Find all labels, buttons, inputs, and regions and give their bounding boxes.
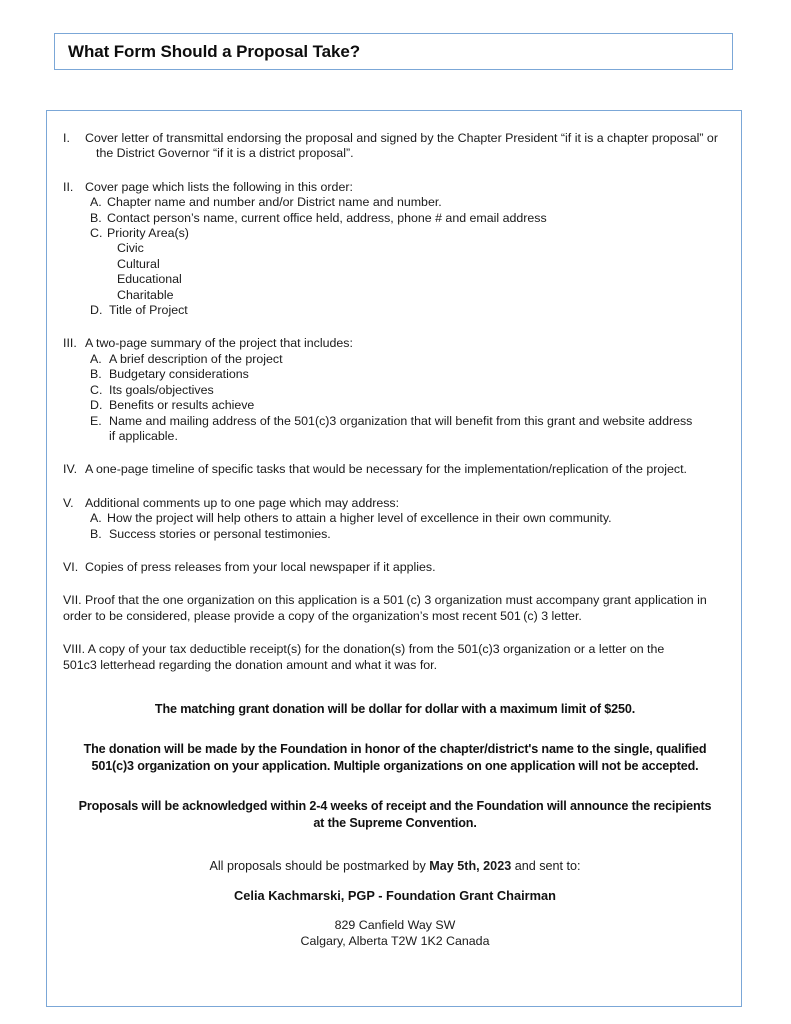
list-heading-ii: Cover page which lists the following in this order:: [85, 179, 353, 194]
list-text-iii-c: Its goals/objectives: [109, 382, 214, 397]
list-text-ii: [85, 180, 727, 195]
priority-area-educational: Educational: [117, 272, 182, 287]
list-text-iii-e: [109, 414, 727, 445]
list-text-iii-d: Benefits or results achieve: [109, 398, 255, 413]
list-text-iii-e-line2: if applicable.: [109, 428, 178, 443]
postmark-date: May 5th, 2023: [429, 858, 512, 873]
list-letter-ii-b: B.: [90, 210, 102, 225]
list-numeral-iii: III.: [63, 336, 77, 351]
list-text-i: [85, 131, 727, 162]
list-numeral-v: V.: [63, 495, 74, 510]
list-numeral-vi: VI.: [63, 559, 79, 574]
page-title: What Form Should a Proposal Take?: [68, 41, 361, 61]
list-text-i-line2: the District Governor “if it is a district proposal”.: [96, 146, 354, 161]
list-text-ii-c: Priority Area(s): [107, 226, 189, 241]
list-text-iv: A one-page timeline of specific tasks that would be necessary for the implementation/replication of the project.: [85, 462, 687, 477]
list-heading-v: Additional comments up to one page which may address:: [85, 495, 400, 510]
grant-chairman-name: Celia Kachmarski, PGP - Foundation Grant Chairman: [234, 887, 556, 903]
list-text-viii-line1: VIII. A copy of your tax deductible receipt(s) for the donation(s) from the 501(c)3 organization or a letter on the: [63, 642, 665, 657]
priority-area-charitable: Charitable: [117, 287, 174, 302]
notice-acknowledgement: [63, 798, 727, 832]
list-text-i-line1: Cover letter of transmittal endorsing the proposal and signed by the Chapter President “if it is a chapter proposal” or: [85, 131, 718, 145]
list-letter-iii-d: D.: [90, 398, 103, 413]
list-item-iii-d: [63, 398, 727, 413]
notice-donation-line1: The donation will be made by the Foundation in honor of the chapter/district's name to the single, qualified: [83, 741, 707, 756]
list-text-vii-line2: order to be considered, please provide a copy of the organization’s most recent 501 (c) 3 letter.: [63, 608, 582, 623]
list-letter-iii-a: A.: [90, 351, 102, 366]
content-panel: [46, 110, 742, 1007]
list-item-i: [63, 131, 727, 162]
list-item-ii-c: [63, 226, 727, 241]
list-item-ii-d: [63, 303, 727, 318]
content-body: [63, 131, 727, 949]
address-line-2: Calgary, Alberta T2W 1K2 Canada: [300, 933, 490, 948]
list-text-viii-line2: 501c3 letterhead regarding the donation amount and what it was for.: [63, 657, 438, 672]
postmark-suffix: and sent to:: [511, 858, 581, 873]
postmark-line: [63, 858, 727, 875]
notice-acknowledgement-line1: Proposals will be acknowledged within 2-4 weeks of receipt and the Foundation will announce the recipients: [78, 798, 712, 813]
list-letter-iii-c: C.: [90, 382, 103, 397]
list-letter-ii-d: D.: [90, 303, 103, 318]
notice-acknowledgement-line2: at the Supreme Convention.: [313, 815, 477, 830]
list-text-ii-b: Contact person’s name, current office held, address, phone # and email address: [107, 210, 547, 225]
list-heading-iii: A two-page summary of the project that includes:: [85, 336, 353, 351]
list-letter-iii-b: B.: [90, 367, 102, 382]
list-text-iii-e-line1: Name and mailing address of the 501(c)3 organization that will benefit from this grant and website address: [109, 413, 693, 428]
list-item-viii: [63, 642, 727, 673]
list-text-vi: Copies of press releases from your local newspaper if it applies.: [85, 559, 436, 574]
list-item-iii-a: [63, 352, 727, 367]
list-letter-ii-a: A.: [90, 195, 102, 210]
list-numeral-iv: IV.: [63, 462, 78, 477]
notice-donation: [63, 741, 727, 775]
list-text-vii-line1: VII. Proof that the one organization on this application is a 501 (c) 3 organization must accompany grant application in: [63, 593, 707, 608]
list-numeral-i: I.: [63, 131, 70, 145]
list-letter-ii-c: C.: [90, 226, 103, 241]
list-item-iii: [63, 336, 727, 351]
list-text-iii-b: Budgetary considerations: [109, 367, 249, 382]
list-text-iii-a: A brief description of the project: [109, 351, 283, 366]
list-letter-v-a: A.: [90, 511, 102, 526]
list-item-v: [63, 496, 727, 511]
list-item-iii-b: [63, 367, 727, 382]
list-text-ii-d: Title of Project: [109, 303, 188, 318]
notice-donation-line2: 501(c)3 organization on your application. Multiple organizations on one application will not be accepted.: [91, 758, 699, 773]
list-item-vii: [63, 593, 727, 624]
page-title-box: [54, 33, 733, 70]
list-item-iv: [63, 462, 727, 477]
list-item-ii-b: [63, 211, 727, 226]
address-line-1: 829 Canfield Way SW: [334, 917, 456, 932]
list-item-vi: [63, 560, 727, 575]
notice-matching-grant: The matching grant donation will be dollar for dollar with a maximum limit of $250.: [154, 701, 636, 716]
list-text-ii-a: Chapter name and number and/or District name and number.: [107, 195, 442, 210]
list-letter-iii-e: E.: [90, 413, 102, 428]
list-text-v-b: Success stories or personal testimonies.: [109, 526, 331, 541]
postmark-prefix: All proposals should be postmarked by: [209, 858, 430, 873]
list-text-v-a: How the project will help others to attain a higher level of excellence in their own community.: [107, 511, 612, 526]
list-item-v-b: [63, 527, 727, 542]
list-letter-v-b: B.: [90, 526, 102, 541]
list-item-iii-c: [63, 383, 727, 398]
list-item-ii-a: [63, 195, 727, 210]
priority-area-civic: Civic: [117, 241, 144, 256]
list-item-v-a: [63, 511, 727, 526]
list-numeral-ii: II.: [63, 179, 74, 194]
priority-area-cultural: Cultural: [117, 256, 160, 271]
list-item-ii: [63, 180, 727, 195]
list-text-iii: [85, 336, 727, 351]
list-item-iii-e: [63, 414, 727, 445]
